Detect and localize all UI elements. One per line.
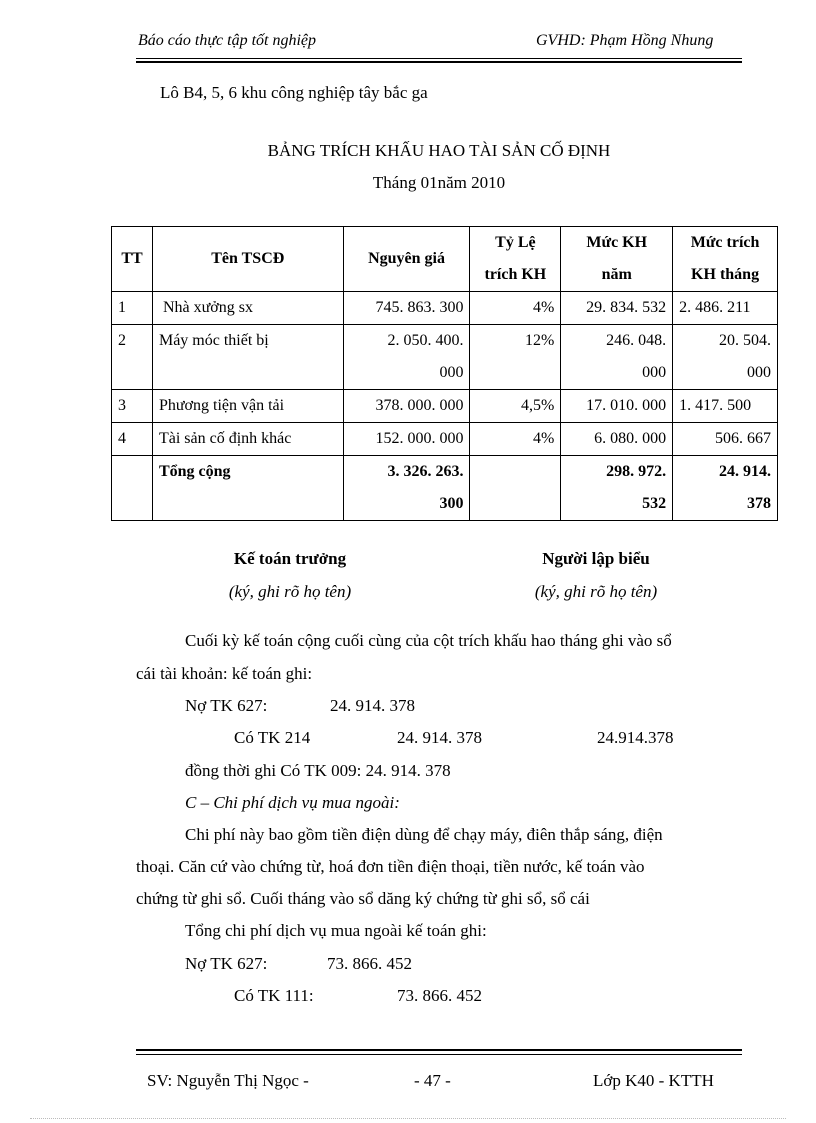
col-header-name: Tên TSCĐ	[152, 227, 343, 292]
cell-name: Phương tiện vận tải	[152, 390, 343, 423]
cell-rate: 12%	[470, 325, 561, 390]
page-title: BẢNG TRÍCH KHẤU HAO TÀI SẢN CỐ ĐỊNH	[267, 141, 611, 160]
col-header-monthly-line1: Mức trích	[690, 234, 760, 251]
table-row	[112, 325, 778, 390]
col-header-tt: TT	[112, 227, 153, 292]
entry-debit-627-value: 24. 914. 378	[330, 696, 415, 715]
section-c-heading: C – Chi phí dịch vụ mua ngoài:	[185, 793, 400, 812]
signature-chief-accountant: Kế toán trưởng	[233, 549, 347, 568]
cell-total-cost	[343, 456, 470, 521]
footer-class: Lớp K40 - KTTH	[593, 1071, 714, 1090]
cell-rate: 4%	[470, 423, 561, 456]
entry-debit-627b-label: Nợ TK 627:	[185, 954, 268, 973]
cell-annual: 6. 080. 000	[561, 423, 673, 456]
cell-monthly: 1. 417. 500	[673, 390, 778, 423]
cell-total-monthly	[673, 456, 778, 521]
paragraph-2-line-1: Chi phí này bao gồm tiền điện dùng để chạy máy, điên thắp sáng, điện	[185, 825, 663, 844]
col-header-monthly-line2: KH tháng	[691, 266, 760, 283]
col-header-annual	[561, 227, 673, 292]
cell-monthly-line2: 000	[747, 364, 771, 381]
col-header-rate-line2: trích KH	[484, 266, 547, 283]
entry-credit-111-value: 73. 866. 452	[397, 986, 482, 1005]
table-header-row	[112, 227, 778, 292]
footer-student-name: SV: Nguyễn Thị Ngọc -	[147, 1071, 309, 1090]
cell-total-annual-line2: 532	[642, 495, 667, 512]
paragraph-3: Tổng chi phí dịch vụ mua ngoài kế toán ghi:	[185, 921, 487, 940]
cell-total-cost-line2: 300	[439, 495, 464, 512]
footer-rule-thin	[136, 1054, 742, 1055]
cell-cost: 378. 000. 000	[343, 390, 470, 423]
entry-credit-214-value-2: 24.914.378	[597, 728, 674, 747]
table-total-row	[112, 456, 778, 521]
cell-cost: 152. 000. 000	[343, 423, 470, 456]
cell-total-annual	[561, 456, 673, 521]
cell-tt	[112, 456, 153, 521]
footer-page-number: - 47 -	[414, 1071, 451, 1090]
table-row	[112, 390, 778, 423]
entry-credit-111-label: Có TK 111:	[234, 986, 314, 1005]
cell-tt: 4	[112, 423, 153, 456]
entry-credit-214-label: Có TK 214	[234, 728, 311, 747]
cell-total-rate	[470, 456, 561, 521]
cell-annual	[561, 325, 673, 390]
cell-annual: 29. 834. 532	[561, 292, 673, 325]
col-header-monthly	[673, 227, 778, 292]
header-rule-thick	[136, 61, 742, 63]
entry-concurrent-009: đồng thời ghi Có TK 009: 24. 914. 378	[185, 761, 451, 780]
col-header-cost: Nguyên giá	[343, 227, 470, 292]
cell-annual-line2: 000	[642, 364, 667, 381]
cell-name: Tài sản cố định khác	[152, 423, 343, 456]
cell-tt: 3	[112, 390, 153, 423]
cell-total-monthly-line1: 24. 914.	[719, 463, 771, 480]
cell-monthly: 506. 667	[673, 423, 778, 456]
depreciation-table	[111, 226, 778, 521]
page-subtitle: Tháng 01năm 2010	[372, 173, 506, 192]
address-line: Lô B4, 5, 6 khu công nghiệp tây bắc ga	[160, 83, 428, 102]
paragraph-1-line-1: Cuối kỳ kế toán cộng cuối cùng của cột trích khấu hao tháng ghi vào sổ	[185, 631, 672, 650]
cell-cost-line2: 000	[439, 364, 464, 381]
cell-cost: 745. 863. 300	[343, 292, 470, 325]
header-report-title: Báo cáo thực tập tốt nghiệp	[138, 32, 317, 49]
cell-total-monthly-line2: 378	[747, 495, 771, 512]
col-header-rate-line1: Tỷ Lệ	[495, 234, 536, 251]
cell-tt: 1	[112, 292, 153, 325]
signature-preparer: Người lập biểu	[542, 549, 650, 568]
cell-cost	[343, 325, 470, 390]
signature-chief-accountant-note: (ký, ghi rõ họ tên)	[228, 582, 352, 601]
cell-rate: 4%	[470, 292, 561, 325]
cell-total-annual-line1: 298. 972.	[606, 463, 667, 480]
cell-monthly-line1: 20. 504.	[719, 332, 771, 349]
header-rule-thin	[136, 58, 742, 59]
cell-cost-line1: 2. 050. 400.	[387, 332, 464, 349]
cell-monthly: 2. 486. 211	[673, 292, 778, 325]
footer-rule-thick	[136, 1049, 742, 1051]
col-header-rate	[470, 227, 561, 292]
entry-credit-214-value: 24. 914. 378	[397, 728, 482, 747]
table-row	[112, 423, 778, 456]
col-header-annual-line1: Mức KH	[586, 234, 648, 251]
cell-name: Máy móc thiết bị	[152, 325, 343, 390]
col-header-annual-line2: năm	[601, 266, 632, 283]
header-supervisor: GVHD: Phạm Hồng Nhung	[536, 32, 714, 49]
cell-total-cost-line1: 3. 326. 263.	[387, 463, 464, 480]
page-bottom-dotted-line	[30, 1118, 786, 1119]
paragraph-2-line-3: chứng từ ghi sổ. Cuối tháng vào sổ dăng ký chứng từ ghi sổ, sổ cái	[136, 889, 590, 908]
paragraph-1-line-2: cái tài khoản: kế toán ghi:	[136, 664, 313, 683]
cell-name: Nhà xưởng sx	[152, 292, 343, 325]
signature-preparer-note: (ký, ghi rõ họ tên)	[534, 582, 658, 601]
cell-annual-line1: 246. 048.	[606, 332, 667, 349]
cell-rate: 4,5%	[470, 390, 561, 423]
cell-annual: 17. 010. 000	[561, 390, 673, 423]
cell-tt: 2	[112, 325, 153, 390]
table-row	[112, 292, 778, 325]
entry-debit-627b-value: 73. 866. 452	[327, 954, 412, 973]
cell-total-label: Tổng cộng	[152, 456, 343, 521]
cell-monthly	[673, 325, 778, 390]
entry-debit-627-label: Nợ TK 627:	[185, 696, 268, 715]
paragraph-2-line-2: thoại. Căn cứ vào chứng từ, hoá đơn tiền điện thoại, tiền nước, kế toán vào	[136, 857, 645, 876]
